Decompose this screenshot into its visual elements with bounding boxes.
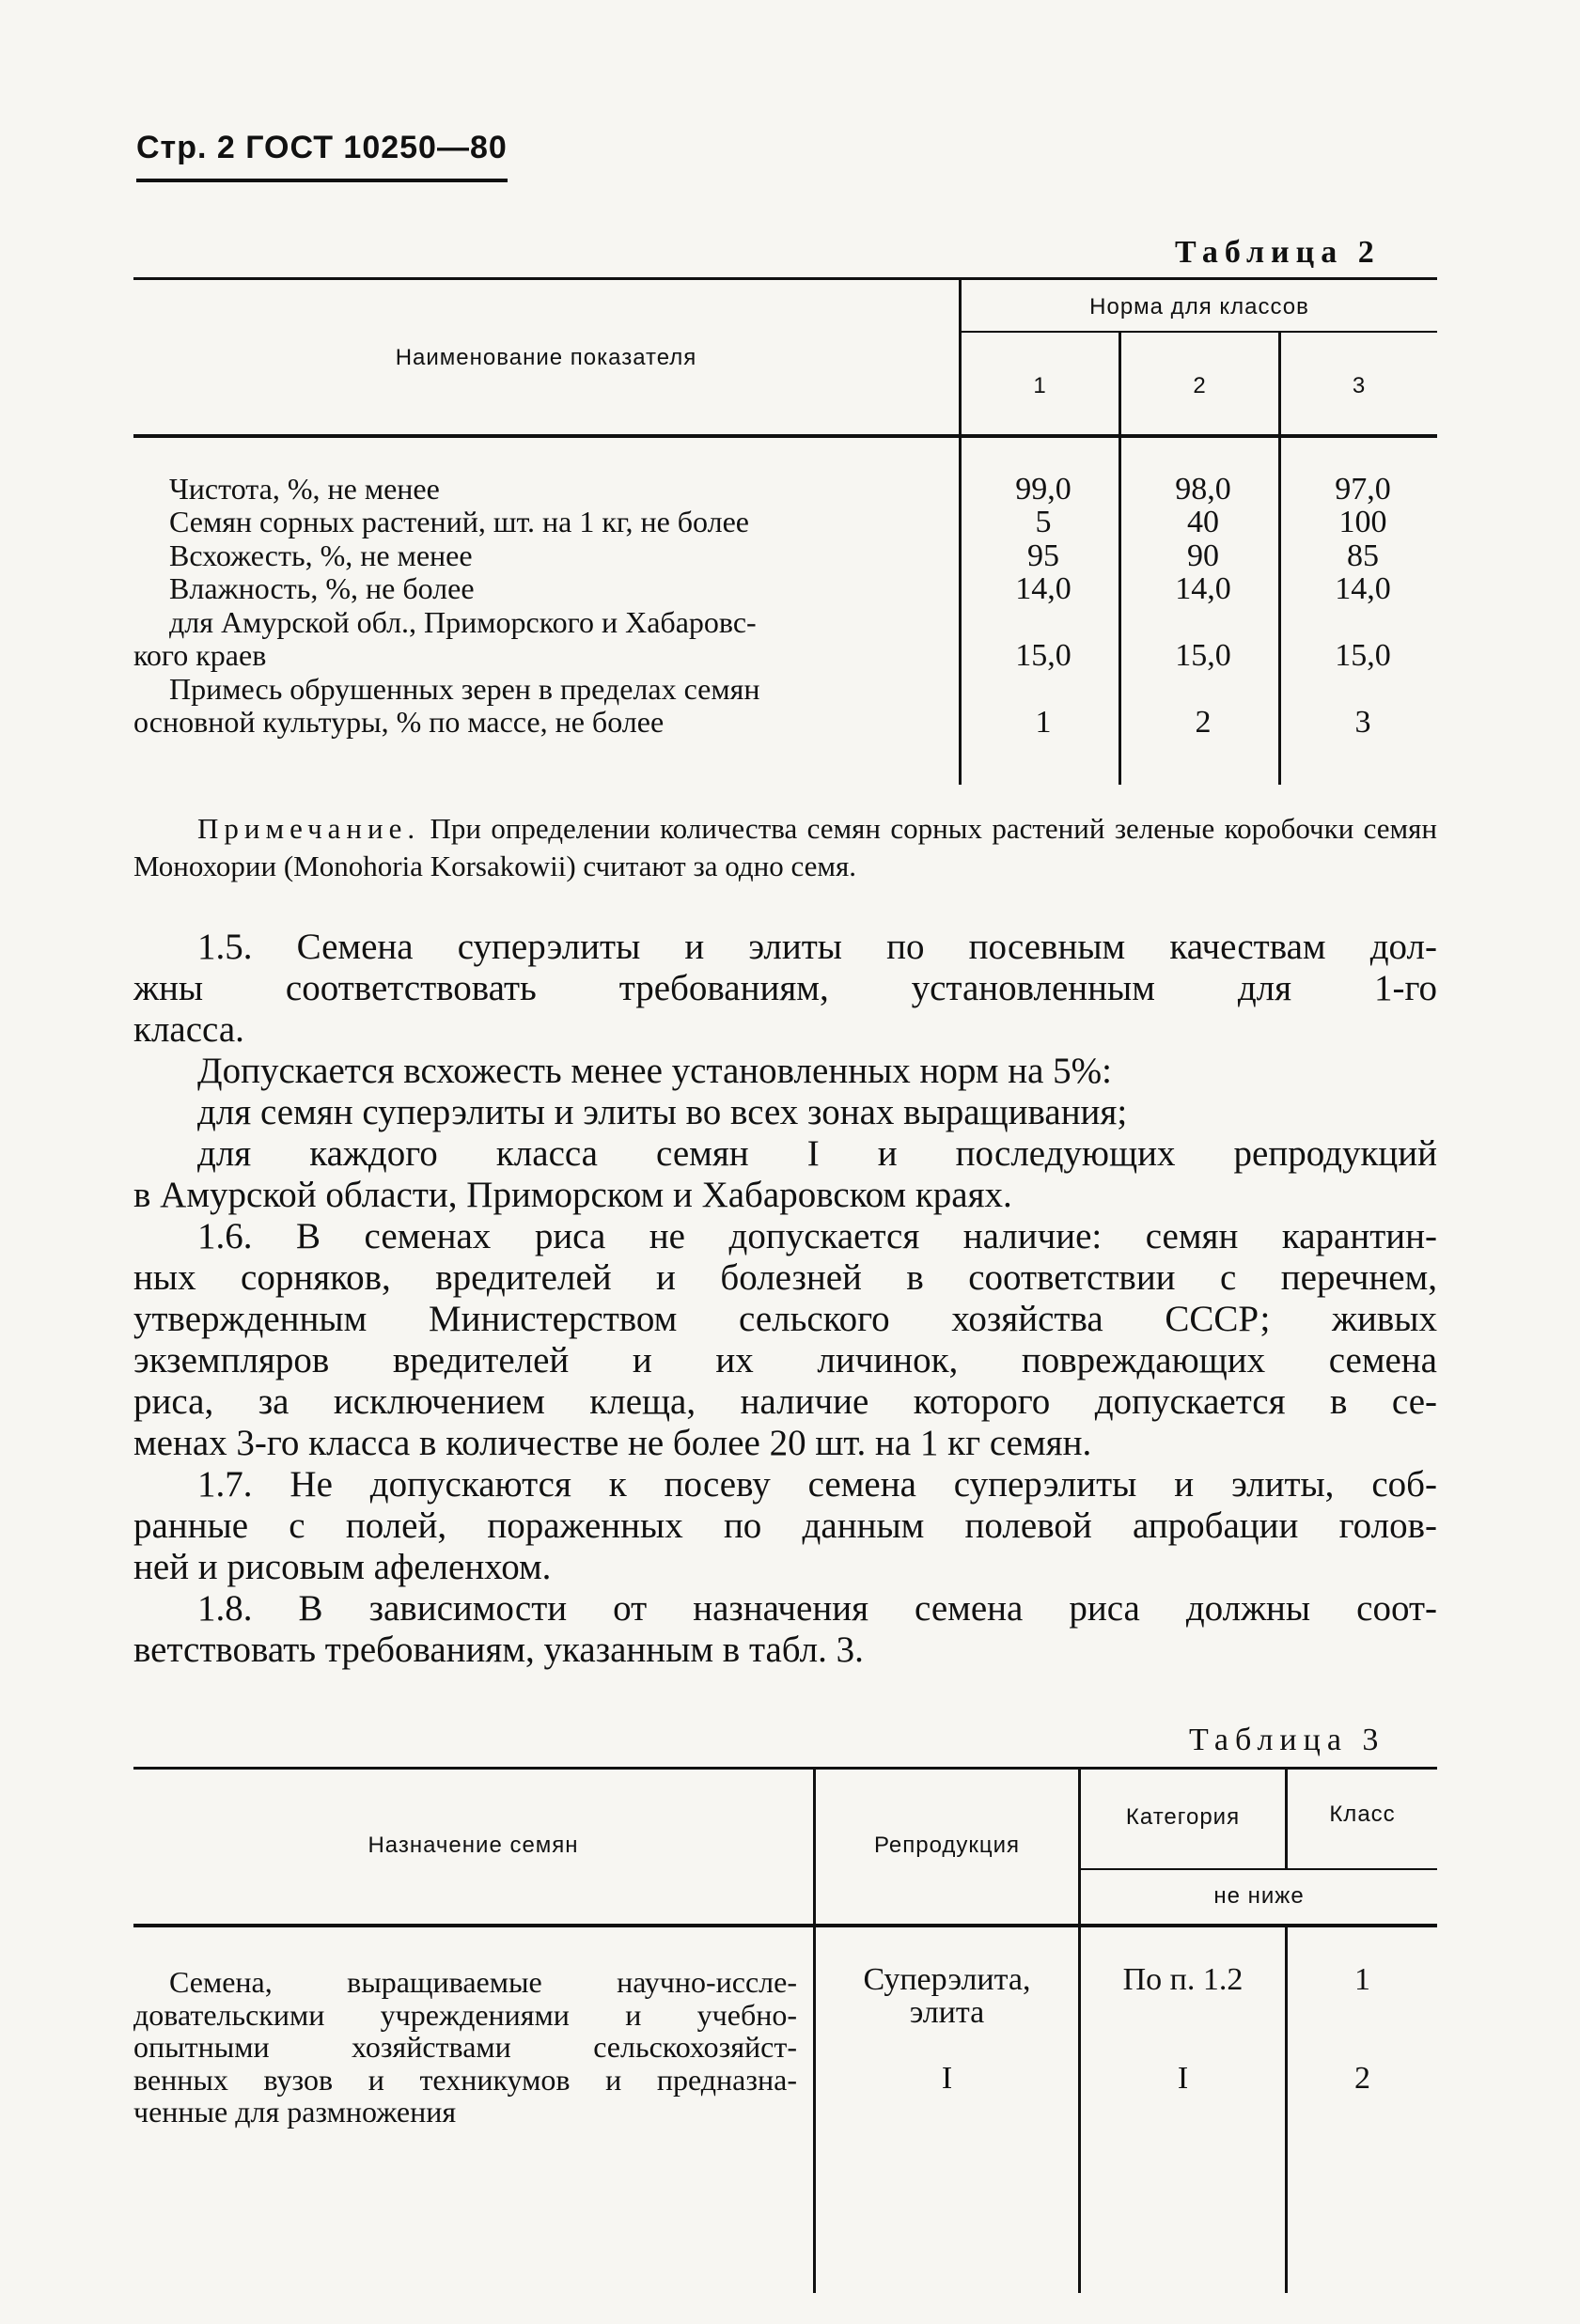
p16-line4: экземпляров вредителей и их личинок, повреждающих семена: [133, 1340, 1437, 1380]
note-text: При определении количества семян сорных растений зеленые коробочки семян Монохории (Monohoria Korsakowii) считают за одно семя.: [133, 812, 1438, 882]
table2-top-rule: [133, 277, 1437, 280]
purpose-line5: ченные для размножения: [133, 2095, 457, 2129]
p18-line2: ветствовать требованиям, указанным в табл. 3.: [133, 1630, 864, 1670]
table2-r1-c2: 98,0: [1175, 472, 1231, 507]
table2-row3-name: Всхожесть, %, не менее: [169, 538, 473, 572]
table2-norm-header: Норма для классов: [1089, 294, 1309, 320]
table2-r6-c2: 2: [1195, 705, 1212, 740]
table2-row6-name-line1: Примесь обрушенных зерен в пределах семян: [169, 672, 760, 706]
table3-subheader-rule: [1078, 1868, 1437, 1870]
table2-r6-c1: 1: [1035, 705, 1052, 740]
p16-line5: риса, за исключением клеща, наличие которого допускается в се-: [133, 1381, 1437, 1422]
table3-purpose-cell: [133, 1966, 797, 2129]
p15b: Допускается всхожесть менее установленных норм на 5%:: [197, 1051, 1112, 1091]
table2-r5-c3: 15,0: [1335, 638, 1391, 673]
table2-row6-name-line2: основной культуры, % по массе, не более: [133, 705, 665, 739]
table2-r4-c1: 14,0: [1015, 571, 1072, 606]
table2-r1-c1: 99,0: [1015, 472, 1072, 507]
p16-line6: менах 3-го класса в количестве не более 20 шт. на 1 кг семян.: [133, 1423, 1092, 1463]
body-text: [133, 927, 1437, 1671]
p15-line2: жны соответствовать требованиям, установленным для 1-го: [133, 968, 1437, 1008]
p15d-line2: в Амурской области, Приморском и Хабаровском краях.: [133, 1175, 1012, 1215]
table2-col-name-header: Наименование показателя: [395, 345, 697, 370]
table3-purpose-header: Назначение семян: [368, 1833, 579, 1858]
purpose-line2: довательскими учреждениями и учебно-: [133, 1997, 797, 2032]
header-underline: [136, 179, 508, 182]
p16-line2: ных сорняков, вредителей и болезней в соответствии с перечнем,: [133, 1257, 1437, 1298]
table3-category-2: I: [1177, 2061, 1189, 2096]
table2-class-3-header: 3: [1352, 373, 1367, 398]
page-header: Стр. 2 ГОСТ 10250—80: [136, 130, 508, 165]
p15d-line1: для каждого класса семян I и последующих репродукций: [197, 1133, 1437, 1174]
table2-r1-c3: 97,0: [1335, 472, 1391, 507]
table2-row5-name-line1: для Амурской обл., Приморского и Хабаровс-: [169, 605, 757, 639]
table3-reproduction-1: [816, 1964, 1078, 2029]
p15-line3: класса.: [133, 1009, 244, 1050]
p17-line2: ранные с полей, пораженных по данным полевой апробации голов-: [133, 1505, 1437, 1546]
table2-r6-c3: 3: [1354, 705, 1371, 740]
p17-line3: ней и рисовым афеленхом.: [133, 1547, 552, 1587]
table3-reproduction-header: Репродукция: [873, 1833, 1021, 1858]
table2: [133, 277, 1437, 785]
p15c: для семян суперэлиты и элиты во всех зонах выращивания;: [197, 1092, 1128, 1132]
table2-row1-name: Чистота, %, не менее: [169, 472, 440, 506]
reproduction-1-line2: элита: [909, 1994, 985, 2030]
note-label: Примечание.: [197, 812, 421, 845]
table3-category-header: Категория: [1125, 1804, 1241, 1830]
p17-line1: 1.7. Не допускаются к посеву семена суперэлиты и элиты, соб-: [197, 1464, 1437, 1505]
table2-norm-rule: [959, 331, 1437, 333]
table2-class-2-header: 2: [1193, 373, 1207, 398]
table3: [133, 1767, 1437, 2293]
purpose-line1: Семена, выращиваемые научно-иссле-: [169, 1965, 797, 1999]
table2-class-1-header: 1: [1033, 373, 1047, 398]
table2-r5-c2: 15,0: [1175, 638, 1231, 673]
table2-vline-1: [959, 277, 962, 785]
purpose-line4: венных вузов и техникумов и предназна-: [133, 2062, 797, 2097]
table2-r2-c2: 40: [1187, 505, 1219, 539]
p15-line1: 1.5. Семена суперэлиты и элиты по посевным качествам дол-: [197, 927, 1437, 967]
table3-top-rule: [133, 1767, 1437, 1770]
table3-reproduction-2: I: [941, 2061, 953, 2096]
p18-line1: 1.8. В зависимости от назначения семена риса должны соот-: [197, 1588, 1437, 1629]
table2-r3-c2: 90: [1187, 538, 1219, 573]
table2-r5-c1: 15,0: [1015, 638, 1072, 673]
table3-class-1: 1: [1354, 1962, 1370, 1997]
reproduction-1-line1: Суперэлита,: [863, 1962, 1031, 1997]
table2-r3-c3: 85: [1347, 538, 1379, 573]
p16-line1: 1.6. В семенах риса не допускается наличие: семян карантин-: [197, 1216, 1437, 1256]
table2-row2-name: Семян сорных растений, шт. на 1 кг, не более: [169, 505, 749, 538]
table2-row4-name: Влажность, %, не более: [169, 571, 475, 605]
table2-r4-c2: 14,0: [1175, 571, 1231, 606]
table2-row5-name-line2: кого краев: [133, 638, 267, 672]
table3-class-2: 2: [1354, 2061, 1370, 2096]
table3-category-1: По п. 1.2: [1122, 1962, 1244, 1997]
table3-caption: Таблица 3: [1189, 1723, 1385, 1757]
table2-r2-c3: 100: [1338, 505, 1387, 539]
table2-caption: Таблица 2: [1175, 235, 1381, 270]
table2-r3-c1: 95: [1027, 538, 1059, 573]
table3-not-lower-header: не ниже: [1213, 1883, 1305, 1909]
table2-r4-c3: 14,0: [1335, 571, 1391, 606]
table2-r2-c1: 5: [1035, 505, 1052, 539]
table3-header-rule: [133, 1924, 1437, 1927]
purpose-line3: опытными хозяйствами сельскохозяйст-: [133, 2030, 797, 2064]
table2-header-rule: [133, 434, 1437, 438]
p16-line3: утвержденным Министерством сельского хозяйства СССР; живых: [133, 1299, 1437, 1339]
table2-note: [133, 810, 1437, 885]
table3-class-header: Класс: [1329, 1801, 1396, 1827]
table3-vline-2: [1078, 1767, 1081, 2293]
